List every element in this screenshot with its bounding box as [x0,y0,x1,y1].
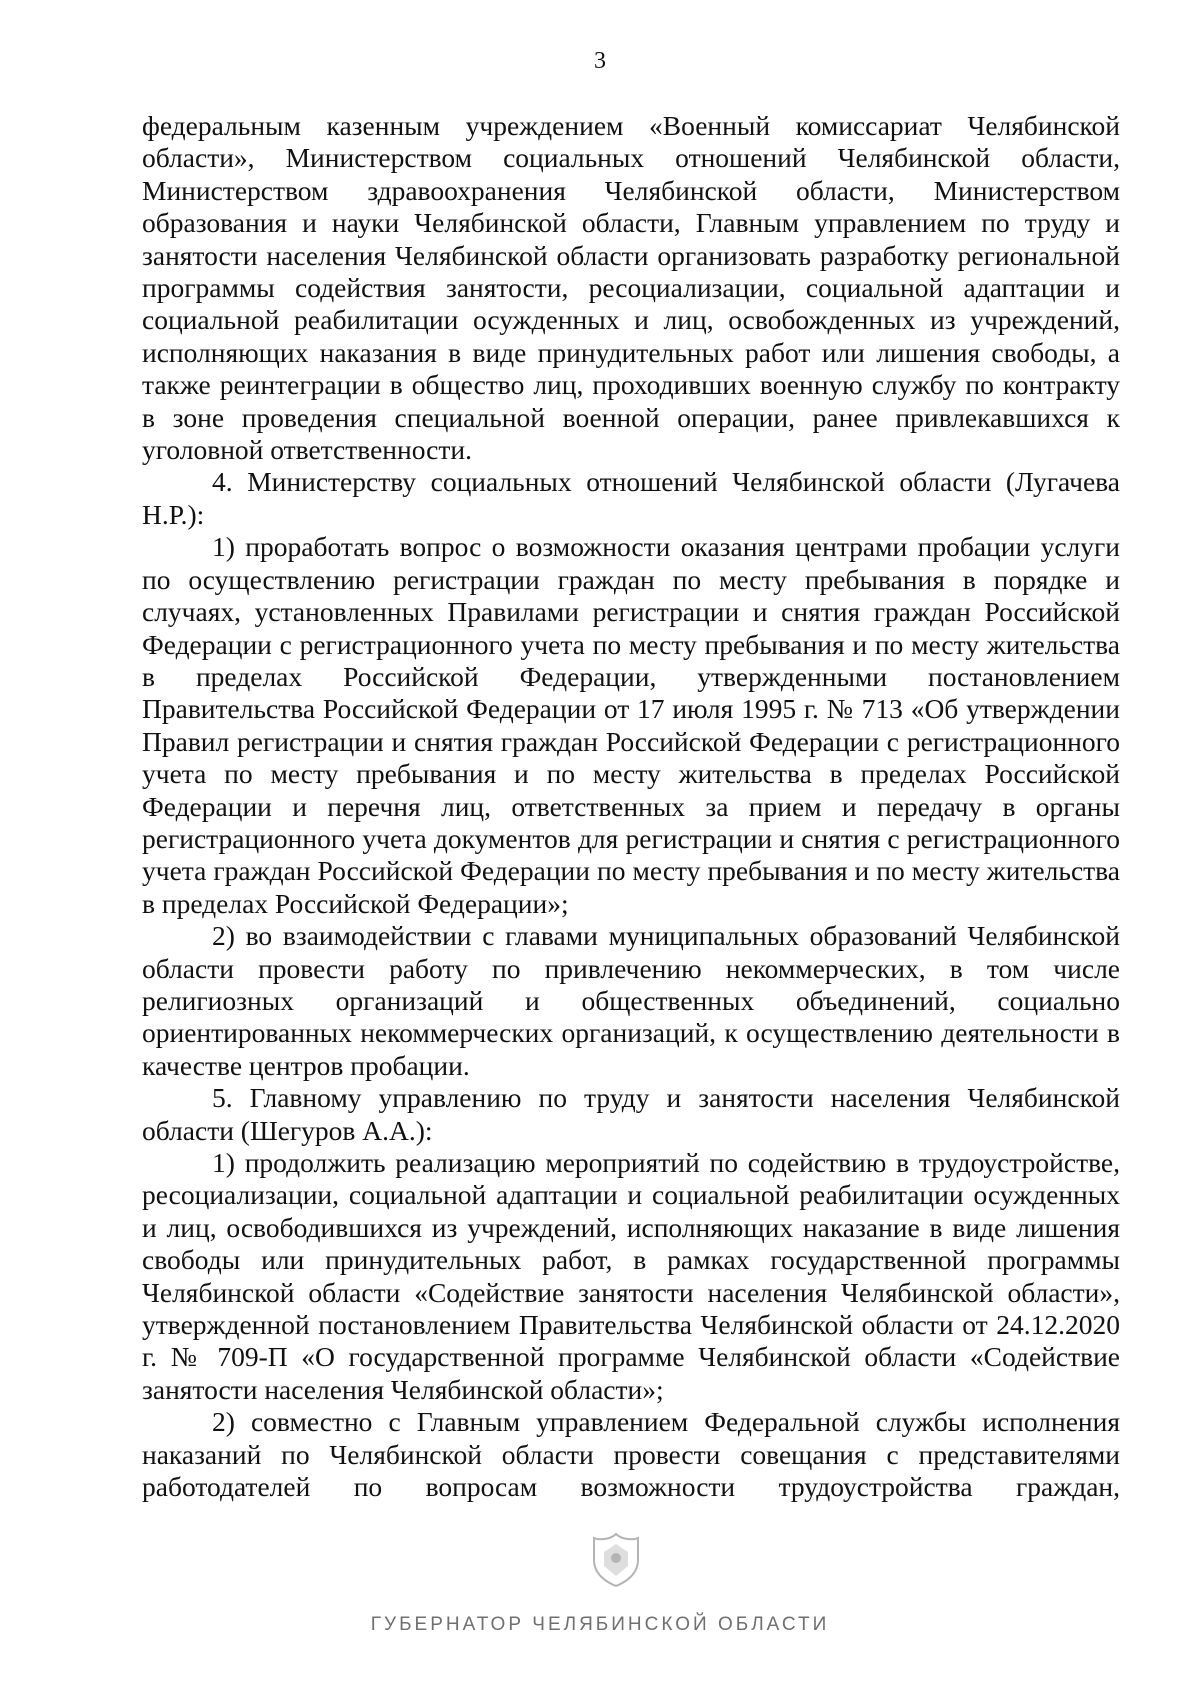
footer-governor-label: ГУБЕРНАТОР ЧЕЛЯБИНСКОЙ ОБЛАСТИ [370,1614,830,1635]
paragraph-item-5: 5. Главному управлению по труду и занятости населения Челябинской области (Шегуров А.А.): [142,1082,1120,1146]
paragraph-item-4: 4. Министерству социальных отношений Челябинской области (Лугачева Н.Р.): [142,466,1120,530]
paragraph-item-4-2: 2) во взаимодействии с главами муниципальных образований Челябинской области провести работу по привлечению некоммерческих, в том числе религиозных организаций и общественных объединений, социально ориентированных некоммерческих организаций, к осуществлению деятельности в качестве центров пробации. [142,920,1120,1081]
page-number: 3 [594,48,606,74]
document-body [142,110,1120,1503]
paragraph-item-5-2: 2) совместно с Главным управлением Федеральной службы исполнения наказаний по Челябинской области провести совещания с представителями работодателей по вопросам возможности трудоустройства граждан, [142,1406,1120,1503]
paragraph-continuation: федеральным казенным учреждением «Военный комиссариат Челябинской области», Министерством социальных отношений Челябинской области, Министерством здравоохранения Челябинской области, Министерством образования и науки Челябинской области, Главным управлением по труду и занятости населения Челябинской области организовать разработку региональной программы содействия занятости, ресоциализации, социальной адаптации и социальной реабилитации осужденных и лиц, освобожденных из учреждений, исполняющих наказания в виде принудительных работ или лишения свободы, а также реинтеграции в общество лиц, проходивших военную службу по контракту в зоне проведения специальной военной операции, ранее привлекавшихся к уголовной ответственности. [142,110,1120,466]
paragraph-item-5-1: 1) продолжить реализацию мероприятий по содействию в трудоустройстве, ресоциализации, социальной адаптации и социальной реабилитации осужденных и лиц, освободившихся из учреждений, исполняющих наказание в виде лишения свободы или принудительных работ, в рамках государственной программы Челябинской области «Содействие занятости населения Челябинской области», утвержденной постановлением Правительства Челябинской области от 24.12.2020 г. № 709-П «О государственной программе Челябинской области «Содействие занятости населения Челябинской области»; [142,1147,1120,1405]
coat-of-arms-seal [586,1530,646,1590]
paragraph-item-4-1: 1) проработать вопрос о возможности оказания центрами пробации услуги по осуществлению регистрации граждан по месту пребывания в порядке и случаях, установленных Правилами регистрации и снятия граждан Российской Федерации с регистрационного учета по месту пребывания и по месту жительства в пределах Российской Федерации, утвержденными постановлением Правительства Российской Федерации от 17 июля 1995 г. № 713 «Об утверждении Правил регистрации и снятия граждан Российской Федерации с регистрационного учета по месту пребывания и по месту жительства в пределах Российской Федерации и перечня лиц, ответственных за прием и передачу в органы регистрационного учета документов для регистрации и снятия с регистрационного учета граждан Российской Федерации по месту пребывания и по месту жительства в пределах Российской Федерации»; [142,531,1120,919]
